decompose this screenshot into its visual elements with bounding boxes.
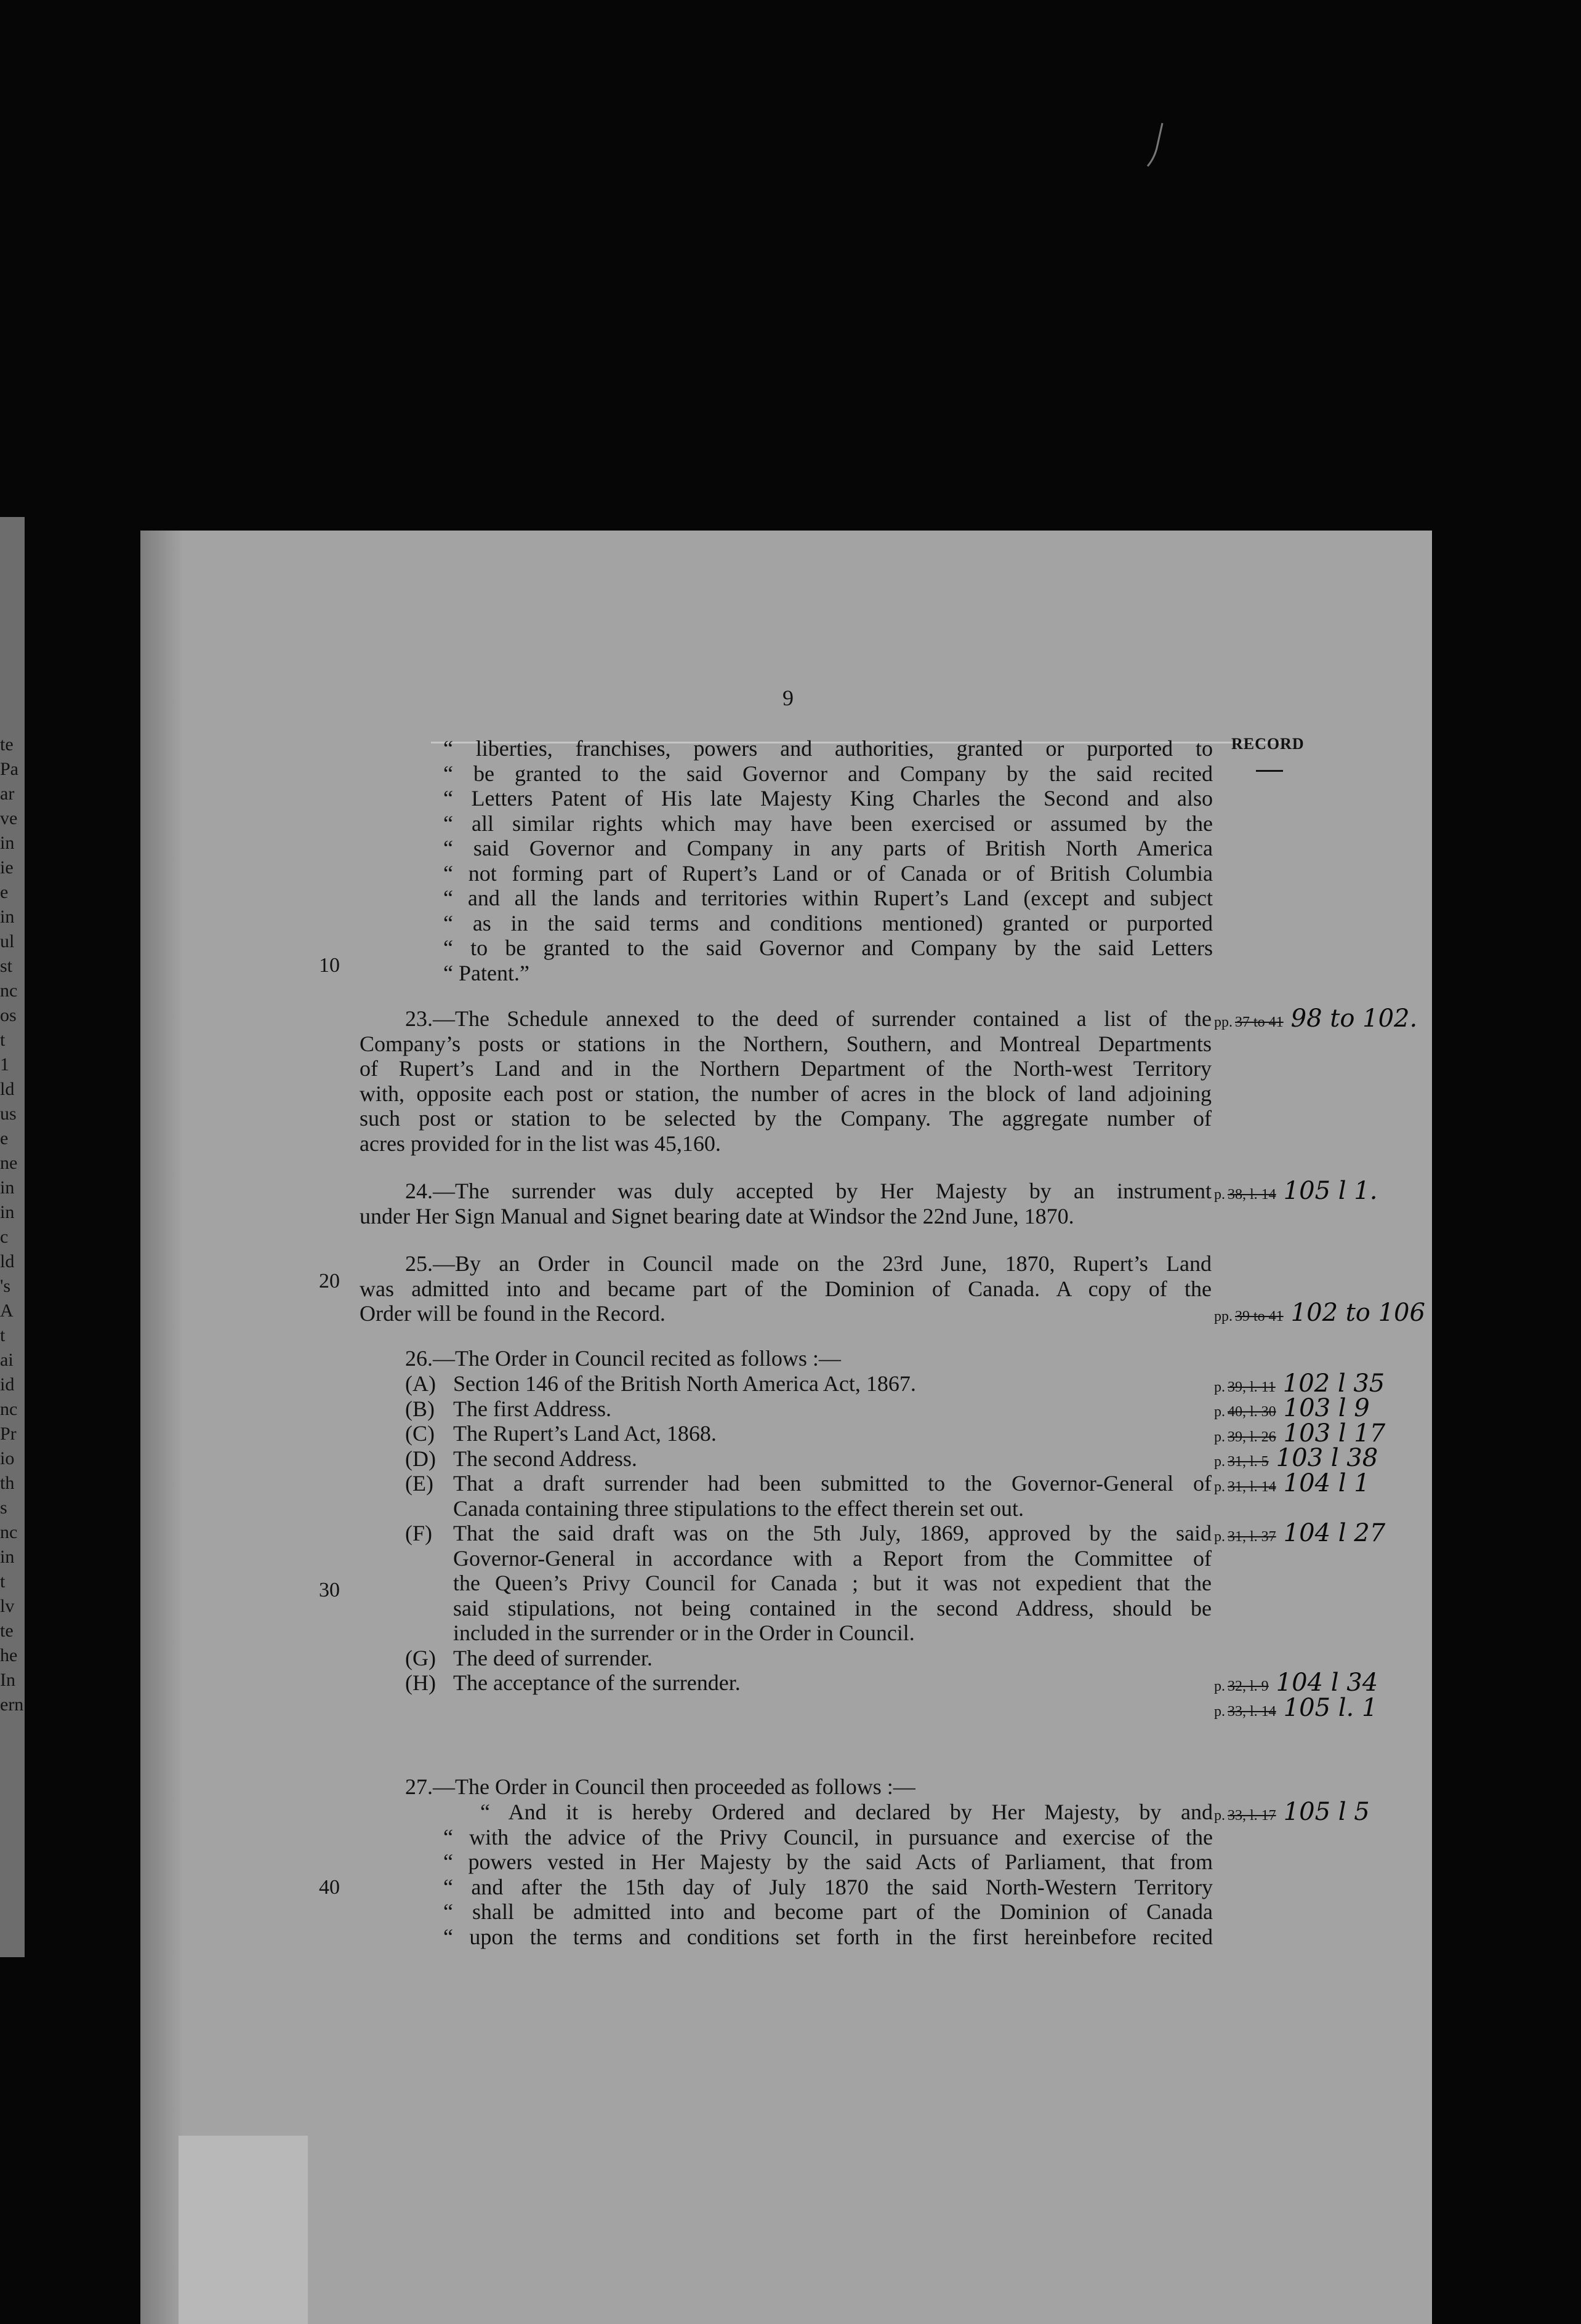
record-label: RECORD: [1231, 735, 1305, 753]
reference-prefix: p.: [1214, 1187, 1225, 1203]
record-dash: [1256, 770, 1283, 772]
left-page-fragment: lv: [0, 1596, 15, 1616]
left-page-fragment: in: [0, 907, 15, 927]
reference-prefix: p.: [1214, 1704, 1225, 1720]
struck-reference: 38, l. 14: [1228, 1187, 1276, 1203]
reference-prefix: p.: [1214, 1404, 1225, 1420]
struck-reference: 31, l. 5: [1228, 1454, 1269, 1470]
list-item-text: Canada containing three stipulations to the effect therein set out.: [453, 1496, 1024, 1521]
left-page-fragment: ld: [0, 1251, 15, 1272]
struck-reference: 39, l. 26: [1228, 1429, 1276, 1445]
left-page-fragment: Pa: [0, 759, 18, 779]
handwritten-reference: 104 l 34: [1276, 1669, 1378, 1697]
list-item-text: That the said draft was on the 5th July, 1869, approved by the said: [453, 1521, 1212, 1545]
left-page-fragment: os: [0, 1005, 17, 1025]
list-item-text: The Rupert’s Land Act, 1868.: [453, 1421, 717, 1446]
left-page-fragment: he: [0, 1645, 18, 1665]
quote-line: “ upon the terms and conditions set forth in the first hereinbefore recited: [443, 1924, 1213, 1949]
quote-line: “ liberties, franchises, powers and authorities, granted or purported to: [443, 736, 1213, 761]
list-item-marker: (D): [405, 1446, 436, 1471]
reference-prefix: pp.: [1214, 1308, 1233, 1324]
paragraph-24-line: under Her Sign Manual and Signet bearing date at Windsor the 22nd June, 1870.: [360, 1203, 1074, 1228]
quote-line: “ to be granted to the said Governor and Company by the said Letters: [443, 936, 1213, 960]
struck-reference: 33, l. 14: [1228, 1704, 1276, 1720]
line-number-40: 40: [319, 1876, 340, 1899]
reference-prefix: p.: [1214, 1479, 1225, 1495]
line-number-10: 10: [319, 954, 340, 977]
list-item-marker: (H): [405, 1670, 436, 1695]
list-item-text: Governor-General in accordance with a Report from the Committee of: [453, 1545, 1212, 1571]
paragraph-24-line: 24.—The surrender was duly accepted by Her Majesty by an instrument: [405, 1179, 1212, 1203]
list-item-text: The acceptance of the surrender.: [453, 1670, 741, 1695]
left-page-fragment: A: [0, 1300, 14, 1321]
struck-reference: 31, l. 37: [1228, 1529, 1276, 1545]
list-item-text: The second Address.: [453, 1446, 637, 1471]
paragraph-25-line: Order will be found in the Record.: [360, 1301, 666, 1326]
handwritten-reference: 105 l. 1: [1283, 1694, 1378, 1722]
quote-line: “ and after the 15th day of July 1870 the said North-Western Territory: [443, 1874, 1213, 1899]
paragraph-23-line: Company’s posts or stations in the Northern, Southern, and Montreal Departments: [360, 1031, 1212, 1056]
quote-line: “ And it is hereby Ordered and declared by Her Majesty, by and: [480, 1800, 1213, 1824]
left-page-fragment: ld: [0, 1079, 15, 1099]
left-page-fragment: t: [0, 1030, 6, 1050]
left-page-fragment: Pr: [0, 1424, 17, 1444]
left-page-fragment: ar: [0, 783, 15, 804]
left-page-fragment: t: [0, 1325, 6, 1345]
paragraph-23-line: with, opposite each post or station, the number of acres in the block of land adjoining: [360, 1081, 1212, 1106]
line-number-20: 20: [319, 1270, 340, 1292]
handwritten-reference: 104 l 1: [1283, 1469, 1370, 1497]
reference-prefix: p.: [1214, 1678, 1225, 1694]
paragraph-25-line: 25.—By an Order in Council made on the 23rd June, 1870, Rupert’s Land: [405, 1251, 1212, 1276]
reference-prefix: p.: [1214, 1429, 1225, 1445]
page-number: 9: [782, 686, 794, 710]
left-page-fragment: in: [0, 1177, 15, 1198]
paragraph-27-intro: 27.—The Order in Council then proceeded as follows :—: [405, 1774, 915, 1799]
left-page-fragment: 's: [0, 1276, 11, 1296]
left-page-fragment: io: [0, 1448, 15, 1469]
list-item-marker: (F): [405, 1521, 432, 1545]
handwritten-reference: 103 l 38: [1276, 1444, 1378, 1472]
list-item-text: The first Address.: [453, 1396, 611, 1421]
quote-line: “ powers vested in Her Majesty by the said Acts of Parliament, that from: [443, 1849, 1213, 1874]
quote-line: “ and all the lands and territories within Rupert’s Land (except and subject: [443, 886, 1213, 910]
quote-line: “ with the advice of the Privy Council, in pursuance and exercise of the: [443, 1824, 1213, 1849]
left-page-fragment: ve: [0, 808, 18, 828]
left-page-fragments: [0, 732, 25, 1717]
list-item-text: said stipulations, not being contained in the second Address, should be: [453, 1595, 1212, 1621]
left-page-fragment: te: [0, 734, 14, 755]
quote-line: “ not forming part of Rupert’s Land or of Canada or of British Columbia: [443, 860, 1213, 886]
left-page-fragment: t: [0, 1571, 6, 1592]
left-page-fragment: ai: [0, 1350, 14, 1370]
quote-line: “ be granted to the said Governor and Company by the said recited: [443, 761, 1213, 786]
paragraph-23-line: of Rupert’s Land and in the Northern Department of the North-west Territory: [360, 1056, 1212, 1081]
left-page-fragment: in: [0, 1547, 15, 1567]
left-page-fragment: In: [0, 1670, 15, 1690]
quote-line: “ said Governor and Company in any parts of British North America: [443, 836, 1213, 860]
list-item-marker: (G): [405, 1645, 436, 1670]
left-page-fragment: in: [0, 833, 15, 853]
page-shadow-edge: [140, 531, 183, 2324]
struck-reference: 33, l. 17: [1228, 1808, 1276, 1824]
struck-reference: 39 to 41: [1235, 1308, 1284, 1324]
handwritten-reference: 104 l 27: [1283, 1519, 1386, 1547]
paragraph-23-line: acres provided for in the list was 45,160.: [360, 1131, 721, 1156]
margin-reference: [1214, 1006, 1417, 1035]
list-item-text: The deed of surrender.: [453, 1645, 653, 1670]
page-bottom-flap: [179, 2136, 308, 2324]
list-item-marker: (A): [405, 1371, 436, 1396]
margin-reference: [1214, 1696, 1377, 1724]
reference-prefix: p.: [1214, 1454, 1225, 1470]
quote-line: “ Letters Patent of His late Majesty King Charles the Second and also: [443, 786, 1213, 811]
left-page-fragment: nc: [0, 980, 18, 1001]
reference-prefix: p.: [1214, 1379, 1225, 1395]
struck-reference: 31, l. 14: [1228, 1479, 1276, 1495]
margin-reference: [1214, 1521, 1385, 1549]
left-page-fragment: ne: [0, 1153, 18, 1173]
reference-prefix: pp.: [1214, 1014, 1233, 1030]
left-page-fragment: st: [0, 956, 13, 976]
reference-prefix: p.: [1214, 1808, 1225, 1824]
left-page-fragment: nc: [0, 1399, 18, 1419]
margin-reference: [1214, 1471, 1370, 1499]
handwritten-reference: 102 l 35: [1282, 1369, 1385, 1398]
list-item-text: Section 146 of the British North America Act, 1867.: [453, 1371, 916, 1396]
left-page-fragment: ul: [0, 931, 15, 952]
handwritten-reference: 103 l 9: [1283, 1394, 1370, 1422]
list-item-marker: (E): [405, 1471, 433, 1496]
left-page-fragment: ie: [0, 857, 14, 878]
list-item-marker: (B): [405, 1396, 435, 1421]
paragraph-25-line: was admitted into and became part of the Dominion of Canada. A copy of the: [360, 1276, 1212, 1301]
reference-prefix: p.: [1214, 1529, 1225, 1545]
list-item-text: included in the surrender or in the Order in Council.: [453, 1621, 915, 1645]
left-page-fragment: id: [0, 1374, 15, 1395]
paragraph-23-line: 23.—The Schedule annexed to the deed of surrender contained a list of the: [405, 1006, 1212, 1031]
handwritten-reference: 98 to 102.: [1290, 1004, 1418, 1033]
left-page-fragment: c: [0, 1227, 9, 1247]
line-number-30: 30: [319, 1579, 340, 1601]
list-item-text: That a draft surrender had been submitted to the Governor-General of: [453, 1471, 1212, 1496]
paragraph-23-line: such post or station to be selected by the Company. The aggregate number of: [360, 1106, 1212, 1131]
left-page-fragment: 1: [0, 1054, 9, 1075]
handwritten-reference: 105 l 5: [1283, 1798, 1370, 1826]
pen-mark-icon: [1144, 121, 1169, 170]
list-item-text: the Queen’s Privy Council for Canada ; but it was not expedient that the: [453, 1571, 1212, 1595]
list-item-marker: (C): [405, 1421, 435, 1446]
left-page-fragment: e: [0, 882, 9, 902]
handwritten-reference: 103 l 17: [1283, 1419, 1386, 1448]
margin-reference: [1214, 1800, 1370, 1828]
left-page-fragment: s: [0, 1497, 7, 1518]
left-page-fragment: nc: [0, 1522, 18, 1542]
margin-reference: [1214, 1179, 1377, 1207]
handwritten-reference: 105 l 1.: [1283, 1177, 1378, 1205]
quote-line: “ as in the said terms and conditions mentioned) granted or purported: [443, 910, 1213, 936]
left-page-fragment: te: [0, 1621, 14, 1641]
handwritten-reference: 102 to 106: [1290, 1299, 1425, 1327]
struck-reference: 37 to 41: [1235, 1014, 1284, 1030]
margin-reference: [1214, 1300, 1425, 1329]
paragraph-26-intro: 26.—The Order in Council recited as follows :—: [405, 1346, 841, 1371]
struck-reference: 39, l. 11: [1228, 1379, 1276, 1395]
struck-reference: 40, l. 30: [1228, 1404, 1276, 1420]
struck-reference: 32, l. 9: [1228, 1678, 1269, 1694]
left-page-fragment: th: [0, 1473, 15, 1493]
quote-line: “ all similar rights which may have been exercised or assumed by the: [443, 811, 1213, 836]
left-page-fragment: e: [0, 1128, 9, 1148]
left-page-fragment: us: [0, 1104, 17, 1124]
quote-line: “ shall be admitted into and become part of the Dominion of Canada: [443, 1899, 1213, 1924]
left-page-fragment: in: [0, 1202, 15, 1222]
left-page-fragment: ern: [0, 1694, 24, 1715]
quote-line: “ Patent.”: [443, 960, 529, 985]
